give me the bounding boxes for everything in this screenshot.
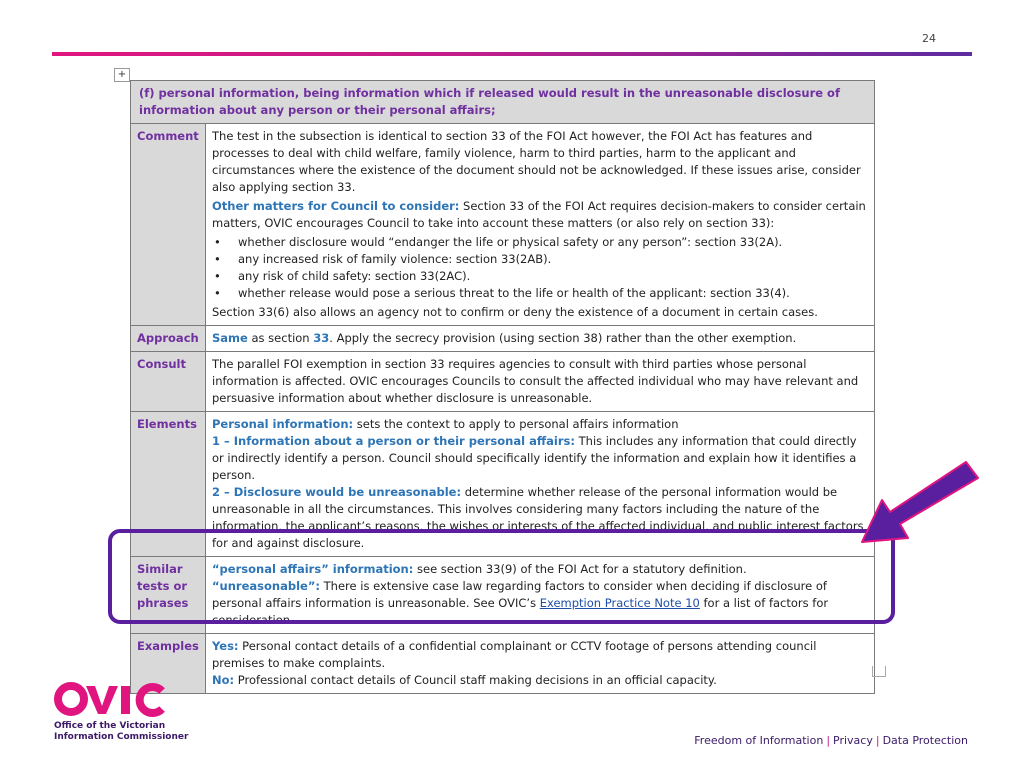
- example-yes: [212, 638, 868, 672]
- approach-text: . Apply the secrecy provision (using section 38) rather than the other exemption.: [329, 331, 797, 345]
- row-label-similar: Similar tests or phrases: [131, 557, 206, 634]
- table-end-marker: [872, 666, 886, 677]
- personal-info-heading: Personal information:: [212, 417, 354, 431]
- comment-section-33-6: Section 33(6) also allows an agency not to confirm or deny the existence of a document in certain cases.: [212, 305, 818, 319]
- element-1-heading: 1 – Information about a person or their personal affairs:: [212, 434, 575, 448]
- examples-cell: [206, 634, 875, 694]
- table-row: [131, 124, 875, 326]
- example-no: [212, 672, 868, 689]
- personal-affairs-heading: “personal affairs” information:: [212, 562, 414, 576]
- elements-personal-info: [212, 416, 868, 433]
- personal-affairs-text: see section 33(9) of the FOI Act for a statutory definition.: [413, 562, 747, 576]
- comment-bullet-list: [212, 234, 868, 302]
- logo-line-2: Information Commissioner: [54, 732, 189, 742]
- personal-info-text: sets the context to apply to personal affairs information: [353, 417, 679, 431]
- comment-cell: [206, 124, 875, 326]
- footer-foi: Freedom of Information: [694, 734, 824, 747]
- logo-line-1: Office of the Victorian: [54, 721, 166, 731]
- table-row: [131, 352, 875, 412]
- yes-text: Personal contact details of a confidential complainant or CCTV footage of persons attending council premises to make complaints.: [212, 639, 817, 670]
- comment-other-matters: [212, 198, 868, 232]
- footer-separator: |: [826, 734, 831, 747]
- approach-same: Same: [212, 331, 248, 345]
- elements-item-1: [212, 433, 868, 484]
- row-label-consult: Consult: [131, 352, 206, 412]
- table-row: [131, 634, 875, 694]
- footer-separator: |: [875, 734, 880, 747]
- other-matters-text: Section 33 of the FOI Act requires decision-makers to consider certain matters, OVIC encourages Council to take into account these matters (or also rely on section 33):: [212, 199, 866, 230]
- no-label: No:: [212, 673, 235, 687]
- list-item: • whether release would pose a serious threat to the life or health of the applicant: section 33(4).: [238, 285, 868, 302]
- consult-cell: The parallel FOI exemption in section 33 requires agencies to consult with third parties whose personal information is affected. OVIC encourages Councils to consult the affected individual who may have relevant and persuasive information about whether disclosure is unreasonable.: [206, 352, 875, 412]
- list-item: • any increased risk of family violence: section 33(2AB).: [238, 251, 868, 268]
- logo-subtitle: [54, 721, 188, 743]
- table-header-row: [131, 81, 875, 124]
- table-header: (f) personal information, being information which if released would result in the unreasonable disclosure of information about any person or their personal affairs;: [131, 81, 875, 124]
- yes-label: Yes:: [212, 639, 239, 653]
- unreasonable-text-end: for a list of factors for consideration: [212, 596, 829, 627]
- list-item: • whether disclosure would “endanger the life or physical safety or any person”: section 33(2A).: [238, 234, 868, 251]
- pointer-arrow-icon: [860, 460, 980, 550]
- list-item: • any risk of child safety: section 33(2AC).: [238, 268, 868, 285]
- row-label-examples: Examples: [131, 634, 206, 694]
- approach-mid: as section: [247, 331, 314, 345]
- row-label-comment: Comment: [131, 124, 206, 326]
- ovic-logo: [54, 682, 166, 720]
- row-label-approach: Approach: [131, 326, 206, 352]
- footer-privacy: Privacy: [833, 734, 873, 747]
- comment-paragraph: The test in the subsection is identical to section 33 of the FOI Act however, the FOI Act has features and processes to deal with child welfare, family violence, harm to third parties, harm to the applicant and circumstances where the existence of the document should not be acknowledged. If these issues arise, consider also applying section 33.: [212, 129, 861, 194]
- no-text: Professional contact details of Council staff making decisions in an official capacity.: [234, 673, 717, 687]
- row-label-elements: Elements: [131, 412, 206, 557]
- exemption-practice-note-link[interactable]: Exemption Practice Note 10: [539, 596, 700, 610]
- other-matters-heading: Other matters for Council to consider:: [212, 199, 460, 213]
- page-number: 24: [922, 32, 936, 45]
- element-1-text: This includes any information that could directly or indirectly identify a person. Council should specifically identify the information and explain how it identifies a person.: [212, 434, 857, 482]
- unreasonable-heading: “unreasonable”:: [212, 579, 320, 593]
- footer-links: [694, 734, 968, 747]
- approach-cell: [206, 326, 875, 352]
- unreasonable-text: There is extensive case law regarding factors to consider when deciding if disclosure of personal affairs information is unreasonable. See OVIC’s: [212, 579, 827, 610]
- highlight-box: [108, 529, 895, 624]
- approach-section-ref: 33: [313, 331, 330, 345]
- header-rule: [52, 52, 972, 56]
- element-2-text: determine whether release of the personal information would be unreasonable in all the circumstances. This involves considering many factors including the nature of the information, the applicant’s reasons, the wishes or interests of the affected individual, and public interest factors for and against disclosure.: [212, 485, 864, 550]
- table-row: [131, 326, 875, 352]
- table-anchor-icon: +: [114, 68, 130, 82]
- footer-data-protection: Data Protection: [882, 734, 968, 747]
- element-2-heading: 2 – Disclosure would be unreasonable:: [212, 485, 462, 499]
